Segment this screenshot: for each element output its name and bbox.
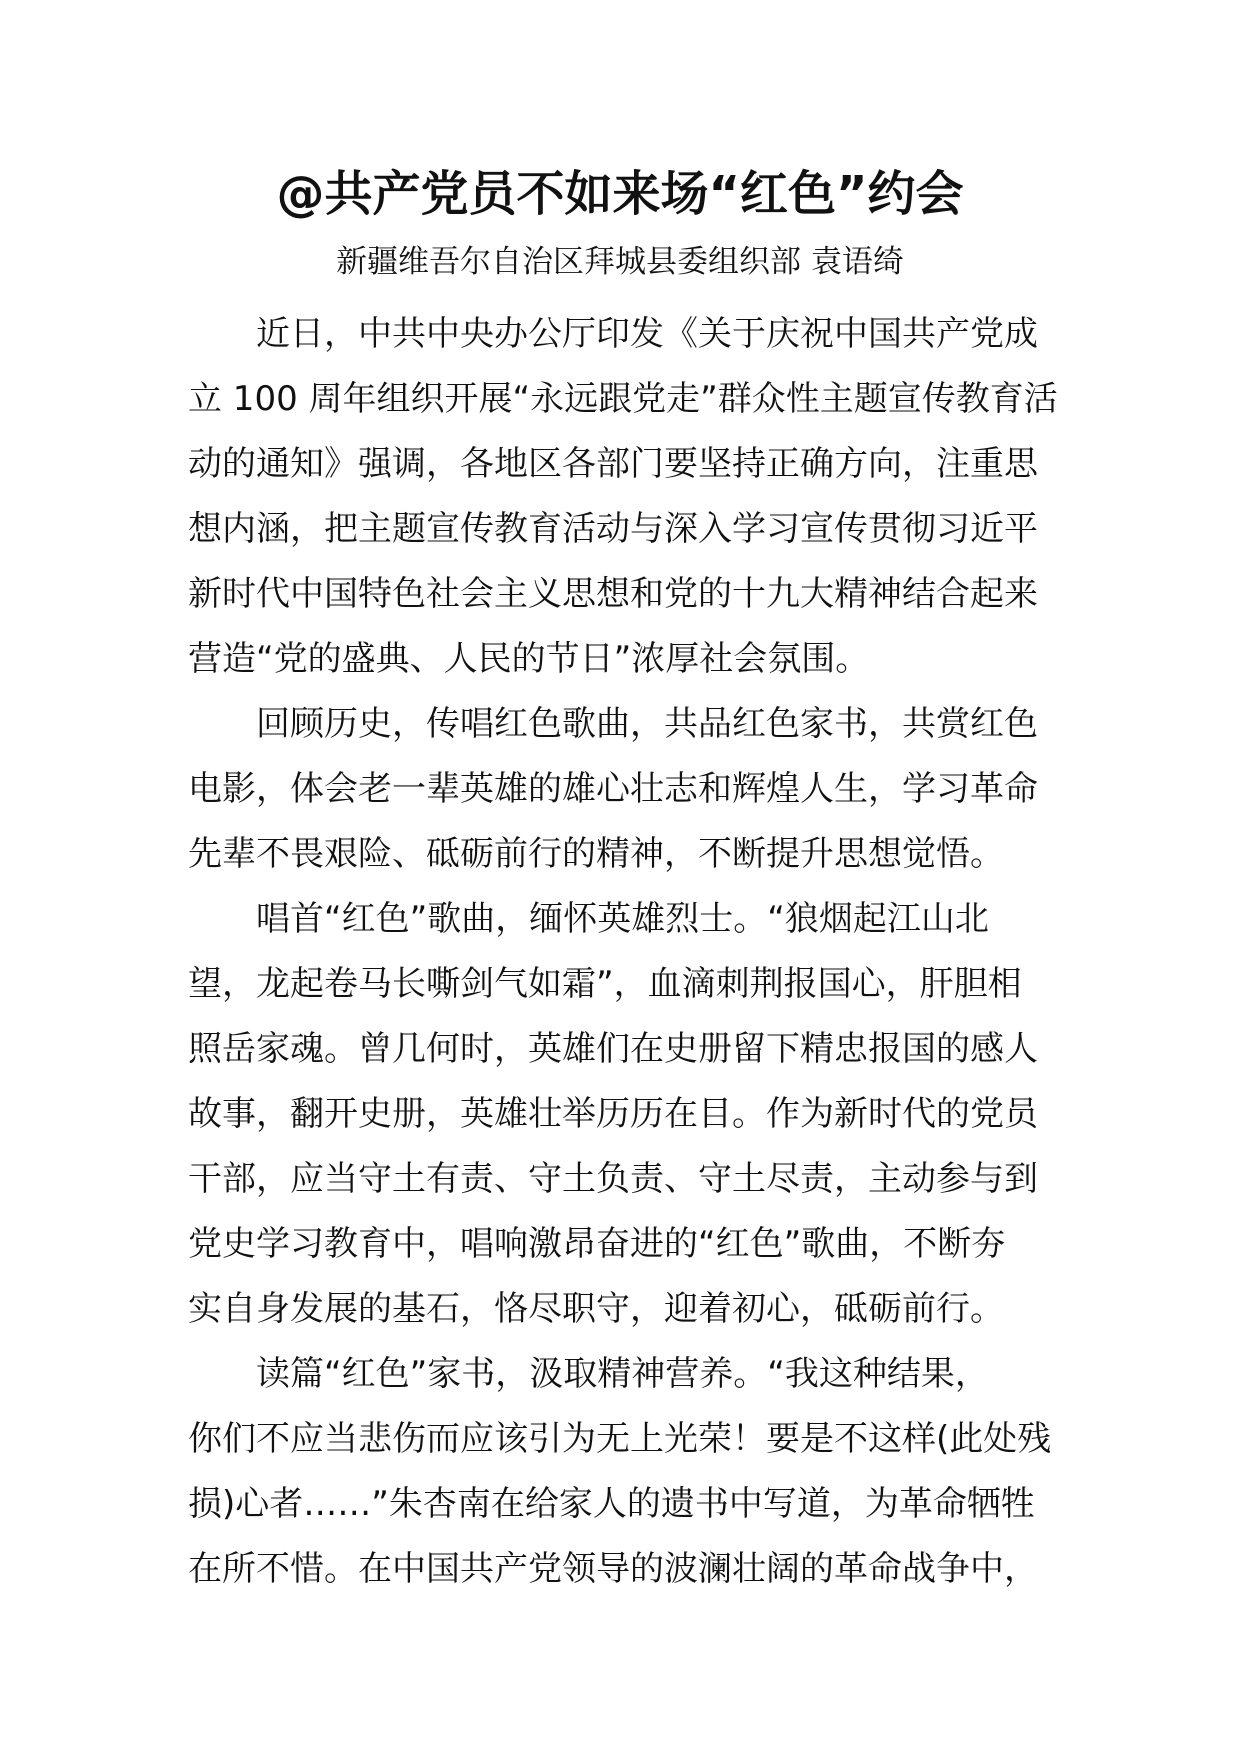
body-line: 实自身发展的基石，恪尽职守，迎着初心，砥砺前行。	[188, 1289, 1004, 1329]
body-line: 干部，应当守土有责、守土负责、守土尽责，主动参与到	[188, 1159, 1038, 1199]
body-line: 立 100 周年组织开展“永远跟党走”群众性主题宣传教育活	[188, 379, 1058, 419]
body-line: 望，龙起卷马长嘶剑气如霜”，血滴刺荆报国心，肝胆相	[188, 964, 1022, 1004]
body-line: 照岳家魂。曾几何时，英雄们在史册留下精忠报国的感人	[188, 1029, 1038, 1069]
body-line: 电影，体会老一辈英雄的雄心壮志和辉煌人生，学习革命	[188, 769, 1038, 809]
body-line: 在所不惜。在中国共产党领导的波澜壮阔的革命战争中，	[188, 1549, 1038, 1589]
body-line: 读篇“红色”家书，汲取精神营养。“我这种结果，	[256, 1354, 989, 1394]
body-line: 新时代中国特色社会主义思想和党的十九大精神结合起来	[188, 574, 1038, 614]
body-line: 近日，中共中央办公厅印发《关于庆祝中国共产党成	[256, 314, 1038, 354]
document-title: @共产党员不如来场“红色”约会	[276, 166, 964, 222]
body-line: 先辈不畏艰险、砥砺前行的精神，不断提升思想觉悟。	[188, 834, 1004, 874]
document-body	[188, 302, 1058, 1602]
author-line: 新疆维吾尔自治区拜城县委组织部 袁语绮	[336, 244, 904, 280]
body-line: 动的通知》强调，各地区各部门要坚持正确方向，注重思	[188, 444, 1038, 484]
body-line: 党史学习教育中，唱响激昂奋进的“红色”歌曲，不断夯	[188, 1224, 1006, 1264]
body-line: 回顾历史，传唱红色歌曲，共品红色家书，共赏红色	[256, 704, 1038, 744]
body-line: 你们不应当悲伤而应该引为无上光荣！要是不这样(此处残	[188, 1419, 1052, 1459]
body-line: 损)心者……”朱杏南在给家人的遗书中写道，为革命牺牲	[188, 1484, 1035, 1524]
body-line: 唱首“红色”歌曲，缅怀英雄烈士。“狼烟起江山北	[256, 899, 989, 939]
body-line: 营造“党的盛典、人民的节日”浓厚社会氛围。	[188, 639, 870, 679]
body-line: 想内涵，把主题宣传教育活动与深入学习宣传贯彻习近平	[188, 509, 1038, 549]
body-line: 故事，翻开史册，英雄壮举历历在目。作为新时代的党员	[188, 1094, 1038, 1134]
